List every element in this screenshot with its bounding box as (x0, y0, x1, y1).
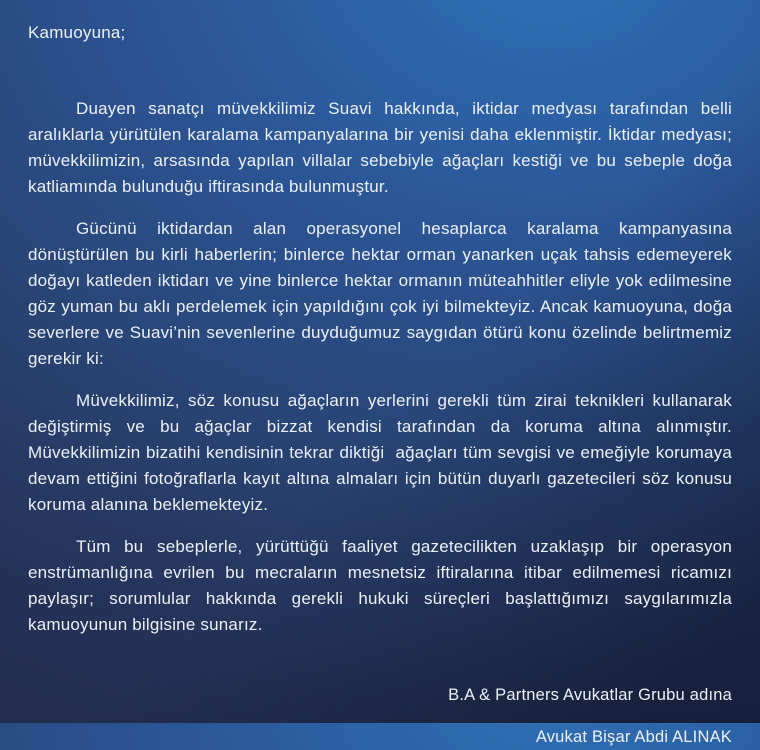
paragraph-context: Gücünü iktidardan alan operasyonel hesaplarca karalama kampanyasına dönüştürülen bu kirli haberlerin; binlerce hektar orman yanarken uçak tahsis edemeyerek doğayı katleden iktidarı ve yine binlerce hektar ormanın müteahhitler eliyle yok edilmesine göz yuman bu aklı perdelemek için yapıldığını çok iyi bilmekteyiz. Ancak kamuoyuna, doğa severlere ve Suavi’nin sevenlerine duyduğumuz saygıdan ötürü konu özelinde belirtmemiz gerekir ki: (28, 219, 732, 368)
signature-organization: B.A & Partners Avukatlar Grubu adına (448, 686, 732, 704)
paragraph-allegation: Duayen sanatçı müvekkilimiz Suavi hakkında, iktidar medyası tarafından belli aralıklarla yürütülen karalama kampanyalarına bir yenisi daha eklenmiştir. İktidar medyası; müvekkilimizin, arsasında yapılan villalar sebebiyle ağaçları kestiği ve bu sebeple doğa katliamında bulunduğu iftirasında bulunmuştur. (28, 99, 732, 196)
signature-lawyer-name: Avukat Bişar Abdi ALINAK (535, 728, 732, 746)
salutation: Kamuoyuna; (28, 23, 126, 42)
paragraph-clarification: Müvekkilimiz, söz konusu ağaçların yerlerini gerekli tüm zirai teknikleri kullanarak değiştirmiş ve bu ağaçlar bizzat kendisi tarafından da koruma altına alınmıştır. Müvekkilimizin bizatihi kendisinin tekrar diktiği ağaçları tüm sevgisi ve emeğiyle korumaya devam ettiğini fotoğraflarla kayıt altına almaları için bütün duyarlı gazetecileri söz konusu koruma alanına beklemekteyiz. (28, 391, 732, 514)
signature-block (28, 682, 732, 750)
paragraph-conclusion: Tüm bu sebeplerle, yürüttüğü faaliyet gazetecilikten uzaklaşıp bir operasyon enstrümanlığına evrilen bu mecraların mesnetsiz iftiralarına itibar edilmemesi ricamızı paylaşır; sorumlular hakkında gerekli hukuki süreçleri başlattığımızı saygılarımızla kamuoyunun bilgisine sunarız. (28, 537, 732, 634)
